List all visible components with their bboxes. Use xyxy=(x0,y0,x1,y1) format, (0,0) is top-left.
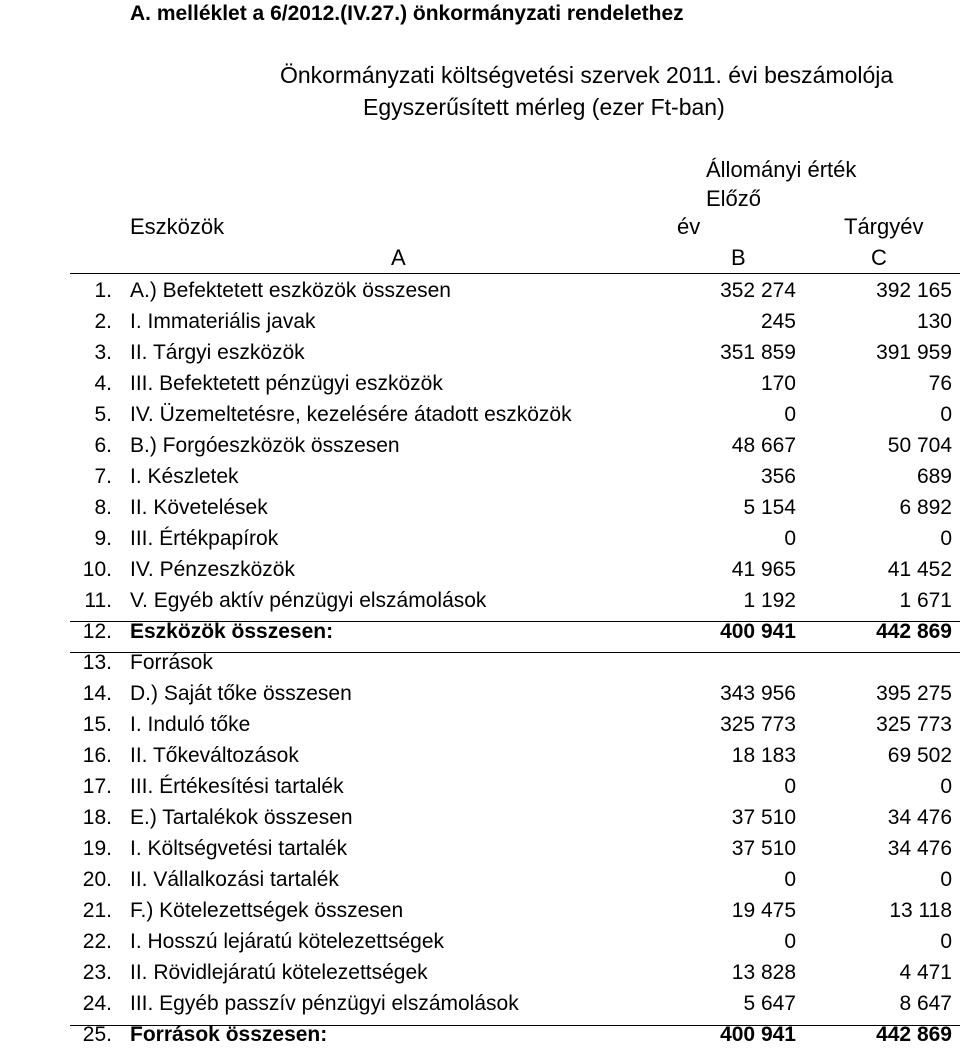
prev-year-value: 343 956 xyxy=(720,682,796,705)
row-label: I. Immateriális javak xyxy=(130,310,316,333)
table-row xyxy=(0,337,960,368)
table-row xyxy=(0,895,960,926)
row-label: A.) Befektetett eszközök összesen xyxy=(130,279,451,302)
table-row xyxy=(0,647,960,678)
table-row xyxy=(0,616,960,647)
row-label: II. Követelések xyxy=(130,496,268,519)
prev-year-value: 400 941 xyxy=(720,620,796,643)
row-label: Források xyxy=(130,651,213,674)
prev-year-value: 245 xyxy=(760,310,796,333)
current-year-value: 0 xyxy=(940,868,952,891)
header-assets-label: Eszközök xyxy=(130,214,225,239)
prev-year-value: 18 183 xyxy=(731,744,796,767)
row-number: 24. xyxy=(82,992,112,1015)
table-row xyxy=(0,740,960,771)
table-row xyxy=(0,957,960,988)
table-row xyxy=(0,988,960,1019)
prev-year-value: 325 773 xyxy=(720,713,796,736)
row-number: 16. xyxy=(82,744,112,767)
prev-year-value: 48 667 xyxy=(731,434,796,457)
row-label: III. Értékpapírok xyxy=(130,527,279,550)
table-row xyxy=(0,523,960,554)
table-row xyxy=(0,771,960,802)
row-number: 1. xyxy=(94,279,112,302)
header-rule xyxy=(70,273,960,274)
current-year-value: 0 xyxy=(940,527,952,550)
table-row xyxy=(0,833,960,864)
table-row xyxy=(0,275,960,306)
table-row xyxy=(0,926,960,957)
current-year-value: 0 xyxy=(940,403,952,426)
row-label: I. Költségvetési tartalék xyxy=(130,837,348,860)
prev-year-value: 5 647 xyxy=(743,992,796,1015)
prev-year-value: 41 965 xyxy=(731,558,796,581)
table-row xyxy=(0,461,960,492)
prev-year-value: 5 154 xyxy=(743,496,796,519)
header-prev-year-line2: év xyxy=(677,214,701,239)
row-label: I. Induló tőke xyxy=(130,713,251,736)
current-year-value: 391 959 xyxy=(876,341,952,364)
row-number: 14. xyxy=(82,682,112,705)
row-number: 17. xyxy=(82,775,112,798)
table-row xyxy=(0,585,960,616)
row-number: 20. xyxy=(82,868,112,891)
prev-year-value: 170 xyxy=(760,372,796,395)
table-row xyxy=(0,430,960,461)
current-year-value: 6 892 xyxy=(899,496,952,519)
current-year-value: 13 118 xyxy=(889,899,952,922)
row-number: 3. xyxy=(94,341,112,364)
current-year-value: 50 704 xyxy=(887,434,952,457)
row-label: III. Egyéb passzív pénzügyi elszámolások xyxy=(130,992,519,1015)
prev-year-value: 356 xyxy=(760,465,796,488)
header-letter-c: C xyxy=(871,245,887,270)
current-year-value: 4 471 xyxy=(899,961,952,984)
row-label: II. Tőkeváltozások xyxy=(130,744,299,767)
table-row xyxy=(0,709,960,740)
header-letter-a: A xyxy=(391,245,406,270)
row-label: III. Befektetett pénzügyi eszközök xyxy=(130,372,443,395)
prev-year-value: 0 xyxy=(784,403,796,426)
row-number: 23. xyxy=(82,961,112,984)
header-current-year: Tárgyév xyxy=(844,214,924,239)
prev-year-value: 0 xyxy=(784,775,796,798)
row-label: Eszközök összesen: xyxy=(130,620,334,643)
current-year-value: 8 647 xyxy=(899,992,952,1015)
prev-year-value: 351 859 xyxy=(720,341,796,364)
current-year-value: 395 275 xyxy=(876,682,952,705)
table-row xyxy=(0,306,960,337)
row-label: IV. Pénzeszközök xyxy=(130,558,295,581)
row-number: 8. xyxy=(94,496,112,519)
prev-year-value: 37 510 xyxy=(731,806,796,829)
annex-reference: A. melléklet a 6/2012.(IV.27.) önkormányzati rendelethez xyxy=(130,2,684,25)
header-prev-year-line1: Előző xyxy=(706,186,762,211)
table-row xyxy=(0,678,960,709)
row-label: I. Hosszú lejáratú kötelezettségek xyxy=(130,930,444,953)
prev-year-value: 400 941 xyxy=(720,1023,796,1046)
row-number: 18. xyxy=(82,806,112,829)
row-label: III. Értékesítési tartalék xyxy=(130,775,344,798)
prev-year-value: 37 510 xyxy=(731,837,796,860)
row-number: 5. xyxy=(94,403,112,426)
current-year-value: 442 869 xyxy=(876,620,952,643)
prev-year-value: 0 xyxy=(784,868,796,891)
table-row xyxy=(0,802,960,833)
row-label: IV. Üzemeltetésre, kezelésére átadott eszközök xyxy=(130,403,572,426)
row-number: 6. xyxy=(94,434,112,457)
current-year-value: 34 476 xyxy=(887,837,952,860)
row-label: V. Egyéb aktív pénzügyi elszámolások xyxy=(130,589,487,612)
report-subtitle: Egyszerűsített mérleg (ezer Ft-ban) xyxy=(363,94,725,120)
row-label: B.) Forgóeszközök összesen xyxy=(130,434,400,457)
current-year-value: 689 xyxy=(916,465,952,488)
table-row xyxy=(0,864,960,895)
current-year-value: 0 xyxy=(940,930,952,953)
prev-year-value: 0 xyxy=(784,527,796,550)
table-row xyxy=(0,554,960,585)
row-label: II. Rövidlejáratú kötelezettségek xyxy=(130,961,428,984)
row-label: I. Készletek xyxy=(130,465,239,488)
current-year-value: 442 869 xyxy=(876,1023,952,1046)
row-number: 22. xyxy=(82,930,112,953)
current-year-value: 325 773 xyxy=(876,713,952,736)
prev-year-value: 13 828 xyxy=(731,961,796,984)
row-label: F.) Kötelezettségek összesen xyxy=(130,899,404,922)
row-label: D.) Saját tőke összesen xyxy=(130,682,352,705)
header-group-label: Állományi érték xyxy=(706,157,857,182)
current-year-value: 34 476 xyxy=(887,806,952,829)
row-label: II. Tárgyi eszközök xyxy=(130,341,305,364)
row-number: 10. xyxy=(82,558,112,581)
row-number: 13. xyxy=(82,651,112,674)
row-number: 9. xyxy=(94,527,112,550)
row-label: II. Vállalkozási tartalék xyxy=(130,868,339,891)
row-number: 25. xyxy=(82,1023,112,1046)
table-row xyxy=(0,368,960,399)
row-label: Források összesen: xyxy=(130,1023,328,1046)
balance-table xyxy=(0,275,960,1050)
row-number: 11. xyxy=(84,589,112,612)
row-number: 4. xyxy=(94,372,112,395)
report-title: Önkormányzati költségvetési szervek 2011. évi beszámolója xyxy=(280,62,894,88)
row-number: 7. xyxy=(94,465,112,488)
header-letter-b: B xyxy=(731,245,746,270)
table-row xyxy=(0,492,960,523)
prev-year-value: 1 192 xyxy=(743,589,796,612)
prev-year-value: 19 475 xyxy=(731,899,796,922)
row-number: 19. xyxy=(82,837,112,860)
current-year-value: 130 xyxy=(916,310,952,333)
row-number: 12. xyxy=(82,620,112,643)
row-number: 2. xyxy=(94,310,112,333)
table-row xyxy=(0,1019,960,1050)
current-year-value: 76 xyxy=(928,372,952,395)
row-label: E.) Tartalékok összesen xyxy=(130,806,353,829)
current-year-value: 69 502 xyxy=(887,744,952,767)
prev-year-value: 0 xyxy=(784,930,796,953)
table-row xyxy=(0,399,960,430)
row-number: 15. xyxy=(82,713,112,736)
current-year-value: 1 671 xyxy=(899,589,952,612)
current-year-value: 392 165 xyxy=(876,279,952,302)
row-number: 21. xyxy=(82,899,112,922)
current-year-value: 0 xyxy=(940,775,952,798)
prev-year-value: 352 274 xyxy=(720,279,796,302)
current-year-value: 41 452 xyxy=(887,558,952,581)
